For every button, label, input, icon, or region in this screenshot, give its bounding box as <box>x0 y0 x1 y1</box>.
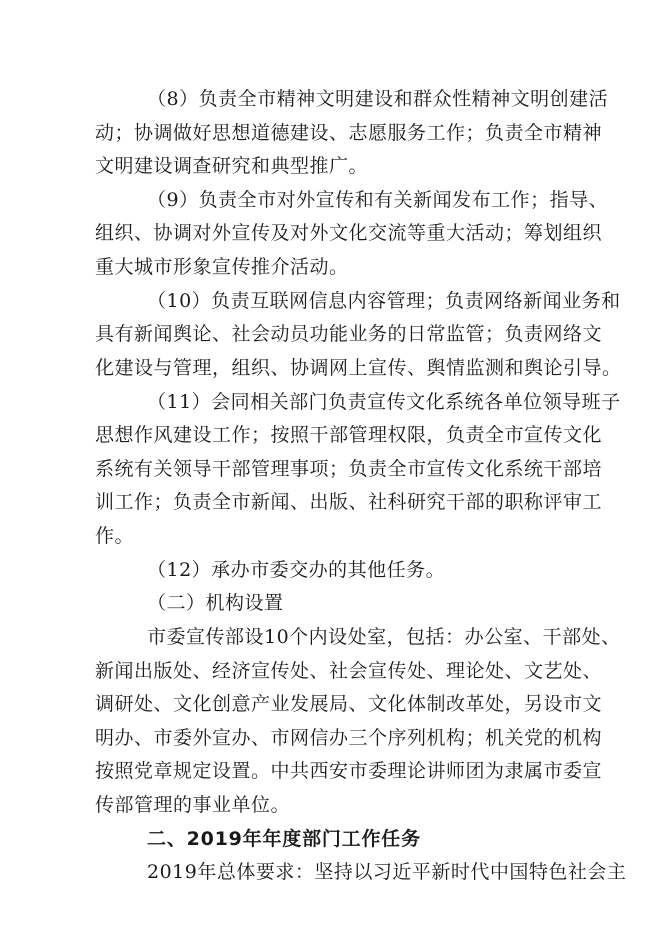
paragraph-10-line-1: （10）负责互联网信息内容管理；负责网络新闻业务和 <box>147 290 621 312</box>
chapter-2-heading: 二、2019年年度部门工作任务 <box>147 828 421 850</box>
paragraph-11-line-3: 系统有关领导干部管理事项；负责全市宣传文化系统干部培 <box>95 458 603 480</box>
paragraph-8-line-3: 文明建设调查研究和典型推广。 <box>95 155 369 177</box>
paragraph-11-line-5: 作。 <box>95 525 135 547</box>
paragraph-11-line-4: 训工作；负责全市新闻、出版、社科研究干部的职称评审工 <box>95 491 603 513</box>
paragraph-12-line-1: （12）承办市委交办的其他任务。 <box>147 559 446 581</box>
paragraph-8-line-1: （8）负责全市精神文明建设和群众性精神文明创建活 <box>147 88 609 110</box>
requirements-line-1: 2019年总体要求：坚持以习近平新时代中国特色社会主 <box>147 861 627 883</box>
paragraph-9-line-2: 组织、协调对外宣传及对外文化交流等重大活动；筹划组织 <box>95 222 603 244</box>
paragraph-11-line-2: 思想作风建设工作；按照干部管理权限，负责全市宣传文化 <box>95 424 603 446</box>
org-paragraph-line-3: 调研处、文化创意产业发展局、文化体制改革处，另设市文 <box>95 693 603 715</box>
paragraph-9-line-1: （9）负责全市对外宣传和有关新闻发布工作；指导、 <box>147 189 609 211</box>
paragraph-10-line-2: 具有新闻舆论、社会动员功能业务的日常监管；负责网络文 <box>95 323 603 345</box>
org-paragraph-line-4: 明办、市委外宣办、市网信办三个序列机构；机关党的机构 <box>95 727 603 749</box>
section-2-heading: （二）机构设置 <box>147 592 284 614</box>
paragraph-9-line-3: 重大城市形象宣传推介活动。 <box>95 256 349 278</box>
org-paragraph-line-6: 传部管理的事业单位。 <box>95 794 291 816</box>
paragraph-8-line-2: 动；协调做好思想道德建设、志愿服务工作；负责全市精神 <box>95 122 603 144</box>
paragraph-10-line-3: 化建设与管理，组织、协调网上宣传、舆情监测和舆论引导。 <box>95 357 622 379</box>
paragraph-11-line-1: （11）会同相关部门负责宣传文化系统各单位领导班子 <box>147 391 621 413</box>
org-paragraph-line-2: 新闻出版处、经济宣传处、社会宣传处、理论处、文艺处、 <box>95 660 603 682</box>
org-paragraph-line-5: 按照党章规定设置。中共西安市委理论讲师团为隶属市委宣 <box>95 760 603 782</box>
org-paragraph-line-1: 市委宣传部设10个内设处室，包括：办公室、干部处、 <box>147 626 621 648</box>
